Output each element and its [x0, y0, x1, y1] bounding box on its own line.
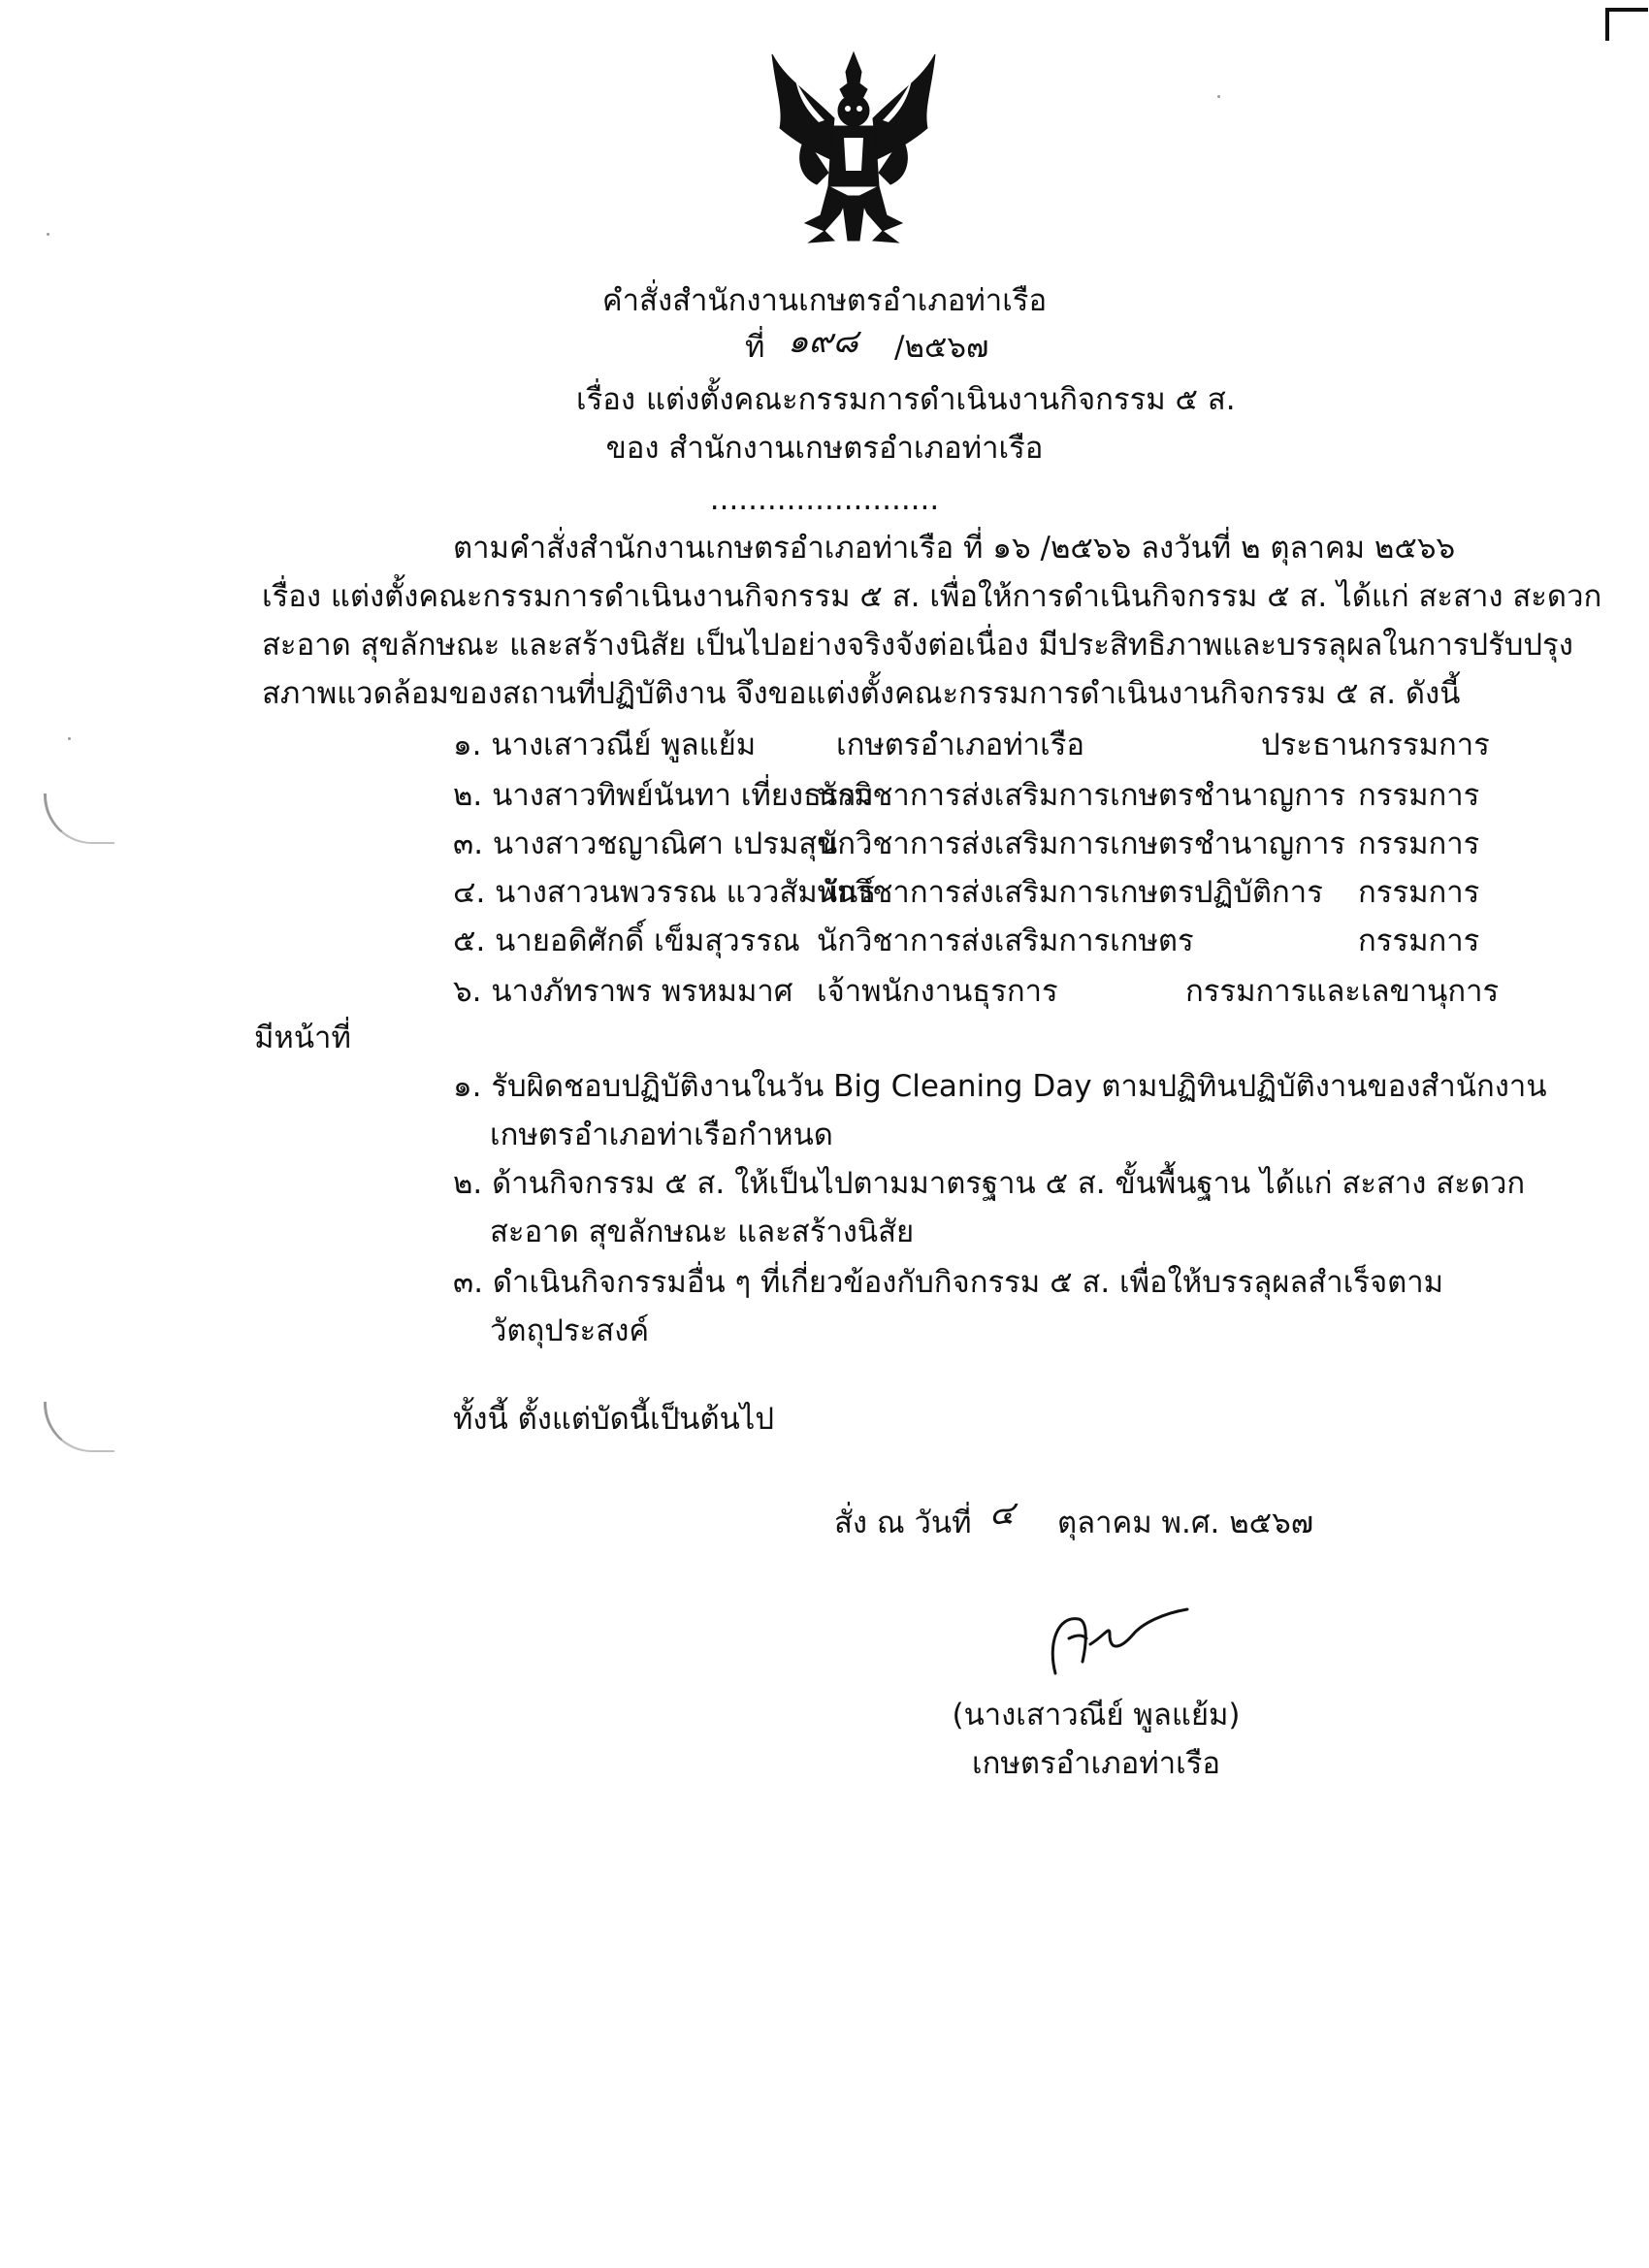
- order-number-suffix: /๒๕๖๗: [894, 330, 989, 365]
- duty-line: ๒. ด้านกิจกรรม ๕ ส. ให้เป็นไปตามมาตรฐาน ๕ ส. ขั้นพื้นฐาน ได้แก่ สะสาง สะดวก: [453, 1166, 1526, 1201]
- paragraph-line: เรื่อง แต่งตั้งคณะกรรมการดำเนินงานกิจกรรม ๕ ส. เพื่อให้การดำเนินกิจกรรม ๕ ส. ได้แก่ สะสาง สะดวก: [262, 579, 1602, 614]
- separator-dots: ........................: [709, 482, 940, 517]
- member-position: นักวิชาการส่งเสริมการเกษตรชำนาญการ: [817, 826, 1345, 861]
- member-position: เจ้าพนักงานธุรการ: [817, 974, 1058, 1009]
- member-name: ๕. นายอดิศักดิ์ เข็มสุวรรณ: [453, 923, 800, 958]
- subject-line-2: ของ สำนักงานเกษตรอำเภอท่าเรือ: [605, 431, 1044, 466]
- signer-name: (นางเสาวณีย์ พูลแย้ม): [952, 1698, 1241, 1733]
- member-role: กรรมการและเลขานุการ: [1185, 974, 1500, 1009]
- order-number-handwritten: ๑๙๘: [788, 322, 858, 361]
- duty-line: สะอาด สุขลักษณะ และสร้างนิสัย: [490, 1215, 915, 1249]
- date-prefix: สั่ง ณ วันที่: [834, 1506, 972, 1540]
- date-month-year: ตุลาคม พ.ศ. ๒๕๖๗: [1057, 1506, 1314, 1540]
- member-role: กรรมการ: [1358, 923, 1480, 958]
- member-name: ๔. นางสาวนพวรรณ แววสัมพันธ์: [453, 875, 877, 910]
- member-name: ๖. นางภัทราพร พรหมมาศ: [453, 974, 793, 1009]
- date-day-handwritten: ๔: [989, 1494, 1015, 1533]
- duty-line: ๓. ดำเนินกิจกรรมอื่น ๆ ที่เกี่ยวข้องกับกิจกรรม ๕ ส. เพื่อให้บรรลุผลสำเร็จตาม: [453, 1265, 1444, 1300]
- member-position: นักวิชาการส่งเสริมการเกษตรปฏิบัติการ: [817, 875, 1323, 910]
- scan-speck: [47, 233, 49, 236]
- member-role: ประธานกรรมการ: [1261, 728, 1490, 762]
- member-name: ๒. นางสาวทิพย์นันทา เที่ยงธรรม: [453, 778, 874, 813]
- member-name: ๑. นางเสาวณีย์ พูลแย้ม: [453, 728, 757, 762]
- subject-text: แต่งตั้งคณะกรรมการดำเนินงานกิจกรรม ๕ ส.: [646, 382, 1236, 417]
- member-role: กรรมการ: [1358, 778, 1480, 813]
- subject-label: เรื่อง: [576, 382, 636, 417]
- scan-speck: [68, 737, 71, 740]
- order-number-prefix: ที่: [745, 330, 765, 365]
- paragraph-line: ตามคำสั่งสำนักงานเกษตรอำเภอท่าเรือ ที่ ๑๖ /๒๕๖๖ ลงวันที่ ๒ ตุลาคม ๒๕๖๖: [453, 531, 1456, 566]
- garuda-emblem: [766, 50, 941, 244]
- punch-hole-mark: [44, 1402, 114, 1452]
- scan-speck: [1217, 95, 1220, 98]
- paragraph-line: สะอาด สุขลักษณะ และสร้างนิสัย เป็นไปอย่างจริงจังต่อเนื่อง มีประสิทธิภาพและบรรลุผลในการปรับปรุง: [262, 628, 1573, 663]
- punch-hole-mark: [44, 794, 114, 844]
- duties-label: มีหน้าที่: [254, 1021, 351, 1055]
- duty-line: เกษตรอำเภอท่าเรือกำหนด: [490, 1118, 833, 1152]
- effective-clause: ทั้งนี้ ตั้งแต่บัดนี้เป็นต้นไป: [453, 1402, 775, 1437]
- paragraph-line: สภาพแวดล้อมของสถานที่ปฏิบัติงาน จึงขอแต่งตั้งคณะกรรมการดำเนินงานกิจกรรม ๕ ส. ดังนี้: [262, 676, 1461, 711]
- member-role: กรรมการ: [1358, 826, 1480, 861]
- signer-title: เกษตรอำเภอท่าเรือ: [972, 1746, 1220, 1781]
- member-position: เกษตรอำเภอท่าเรือ: [836, 728, 1084, 762]
- member-position: นักวิชาการส่งเสริมการเกษตรชำนาญการ: [817, 778, 1345, 813]
- member-name: ๓. นางสาวชญาณิศา เปรมสุข: [453, 826, 838, 861]
- duty-line: วัตถุประสงค์: [490, 1313, 650, 1348]
- member-role: กรรมการ: [1358, 875, 1480, 910]
- order-title: คำสั่งสำนักงานเกษตรอำเภอท่าเรือ: [601, 283, 1048, 318]
- member-position: นักวิชาการส่งเสริมการเกษตร: [817, 923, 1194, 958]
- signature: [1028, 1605, 1203, 1683]
- scan-corner-mark: [1605, 8, 1648, 41]
- duty-line: ๑. รับผิดชอบปฏิบัติงานในวัน Big Cleaning Day ตามปฏิทินปฏิบัติงานของสำนักงาน: [453, 1069, 1547, 1104]
